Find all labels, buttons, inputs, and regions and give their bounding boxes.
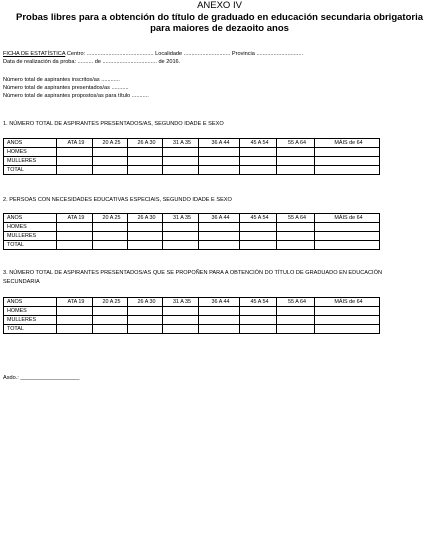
table-cell bbox=[315, 157, 380, 166]
table-cell bbox=[277, 316, 315, 325]
section-1-title: 1. NÚMERO TOTAL DE ASPIRANTES PRESENTADOS/AS, SEGUNDO IDADE E SEXO bbox=[3, 121, 224, 127]
column-header: ATA 19 bbox=[57, 214, 93, 223]
column-header: 45 A 54 bbox=[240, 214, 277, 223]
column-header: 20 A 25 bbox=[93, 298, 128, 307]
date-line: Data de realización da proba: .......... de ................................... de 2016. bbox=[3, 59, 181, 65]
column-header: 26 A 30 bbox=[128, 298, 163, 307]
row-label: MULLERES bbox=[4, 232, 57, 241]
column-header: ATA 19 bbox=[57, 139, 93, 148]
row-label: TOTAL bbox=[4, 241, 57, 250]
table-cell bbox=[240, 325, 277, 334]
row-label: MULLERES bbox=[4, 316, 57, 325]
table-cell bbox=[199, 241, 240, 250]
table-cell bbox=[93, 148, 128, 157]
table-cell bbox=[240, 148, 277, 157]
column-header: ANOS bbox=[4, 214, 57, 223]
column-header: 31 A 35 bbox=[163, 139, 199, 148]
column-header: ATA 19 bbox=[57, 298, 93, 307]
table-proposed bbox=[3, 297, 380, 334]
column-header: 31 A 35 bbox=[163, 298, 199, 307]
table-cell bbox=[128, 157, 163, 166]
table-cell bbox=[93, 325, 128, 334]
table-cell bbox=[277, 157, 315, 166]
table-cell bbox=[93, 157, 128, 166]
column-header: 55 A 64 bbox=[277, 139, 315, 148]
table-cell bbox=[315, 316, 380, 325]
table-cell bbox=[315, 232, 380, 241]
table-special-needs bbox=[3, 213, 380, 250]
table-cell bbox=[277, 223, 315, 232]
table-cell bbox=[57, 223, 93, 232]
table-cell bbox=[277, 325, 315, 334]
table-cell bbox=[93, 223, 128, 232]
row-label: HOMES bbox=[4, 307, 57, 316]
table-cell bbox=[240, 241, 277, 250]
table-cell bbox=[57, 166, 93, 175]
table-cell bbox=[163, 241, 199, 250]
section-3-title-cont: SECUNDARIA bbox=[3, 279, 40, 285]
table-cell bbox=[128, 307, 163, 316]
table-cell bbox=[315, 241, 380, 250]
row-label: MULLERES bbox=[4, 157, 57, 166]
table-cell bbox=[240, 223, 277, 232]
table-cell bbox=[93, 166, 128, 175]
table-cell bbox=[93, 307, 128, 316]
table-cell bbox=[93, 316, 128, 325]
table-cell bbox=[199, 307, 240, 316]
table-cell bbox=[57, 157, 93, 166]
document-title: Probas libres para a obtención do título de graduado en educación secundaria obrigatoria bbox=[16, 12, 423, 23]
table-cell bbox=[57, 148, 93, 157]
table-cell bbox=[277, 307, 315, 316]
proposed-line: Número total de aspirantes propostos/as para título ........... bbox=[3, 93, 149, 99]
column-header: 36 A 44 bbox=[199, 214, 240, 223]
section-2-title: 2. PERSOAS CON NECESIDADES EDUCATIVAS ESPECIAIS, SEGUNDO IDADE E SEXO bbox=[3, 197, 232, 203]
table-cell bbox=[240, 166, 277, 175]
table-cell bbox=[240, 307, 277, 316]
table-cell bbox=[57, 316, 93, 325]
table-cell bbox=[199, 148, 240, 157]
ficha-label: FICHA DE ESTATÍSTICA bbox=[3, 51, 66, 57]
table-cell bbox=[240, 232, 277, 241]
column-header: 45 A 54 bbox=[240, 139, 277, 148]
table-cell bbox=[277, 148, 315, 157]
column-header: ANOS bbox=[4, 139, 57, 148]
row-label: HOMES bbox=[4, 223, 57, 232]
presented-line: Número total de aspirantes presentados/as ........... bbox=[3, 85, 129, 91]
column-header: ANOS bbox=[4, 298, 57, 307]
inscribed-line: Número total de aspirantes inscritos/as ............ bbox=[3, 77, 120, 83]
column-header: MÁIS de 64 bbox=[315, 298, 380, 307]
table-cell bbox=[163, 223, 199, 232]
row-label: TOTAL bbox=[4, 325, 57, 334]
ficha-line bbox=[3, 51, 303, 58]
column-header: 26 A 30 bbox=[128, 139, 163, 148]
column-header: MÁIS de 64 bbox=[315, 139, 380, 148]
column-header: MÁIS de 64 bbox=[315, 214, 380, 223]
table-cell bbox=[199, 157, 240, 166]
table-cell bbox=[277, 241, 315, 250]
column-header: 26 A 30 bbox=[128, 214, 163, 223]
table-cell bbox=[277, 166, 315, 175]
row-label: HOMES bbox=[4, 148, 57, 157]
column-header: 45 A 54 bbox=[240, 298, 277, 307]
column-header: 55 A 64 bbox=[277, 298, 315, 307]
table-cell bbox=[315, 148, 380, 157]
table-cell bbox=[57, 232, 93, 241]
table-cell bbox=[199, 166, 240, 175]
document-subtitle: para maiores de dezaoito anos bbox=[150, 23, 289, 34]
table-cell bbox=[315, 166, 380, 175]
table-cell bbox=[128, 148, 163, 157]
column-header: 55 A 64 bbox=[277, 214, 315, 223]
table-cell bbox=[128, 223, 163, 232]
table-cell bbox=[163, 316, 199, 325]
table-cell bbox=[199, 223, 240, 232]
ficha-fields: Centro: ........................................... Localidade .............................. Provincia .............................. bbox=[65, 51, 304, 57]
table-cell bbox=[128, 316, 163, 325]
signature-line: Asdo.: ___________________ bbox=[3, 375, 80, 381]
table-cell bbox=[163, 307, 199, 316]
table-cell bbox=[163, 166, 199, 175]
table-cell bbox=[240, 157, 277, 166]
annex-label: ANEXO IV bbox=[197, 0, 242, 11]
column-header: 20 A 25 bbox=[93, 139, 128, 148]
table-cell bbox=[163, 157, 199, 166]
table-cell bbox=[315, 223, 380, 232]
table-cell bbox=[57, 241, 93, 250]
table-cell bbox=[128, 166, 163, 175]
table-cell bbox=[240, 316, 277, 325]
table-cell bbox=[93, 232, 128, 241]
table-cell bbox=[57, 307, 93, 316]
column-header: 36 A 44 bbox=[199, 139, 240, 148]
table-presented bbox=[3, 138, 380, 175]
table-cell bbox=[128, 325, 163, 334]
table-cell bbox=[199, 316, 240, 325]
section-3-title: 3. NÚMERO TOTAL DE ASPIRANTES PRESENTADOS/AS QUE SE PROPOÑEN PARA A OBTENCIÓN DO TÍTULO DE GRADUADO EN EDUCACIÓN bbox=[3, 270, 382, 276]
table-cell bbox=[163, 325, 199, 334]
table-cell bbox=[163, 148, 199, 157]
table-cell bbox=[128, 232, 163, 241]
table-cell bbox=[315, 325, 380, 334]
table-cell bbox=[199, 232, 240, 241]
table-cell bbox=[57, 325, 93, 334]
table-cell bbox=[163, 232, 199, 241]
table-cell bbox=[315, 307, 380, 316]
table-cell bbox=[93, 241, 128, 250]
table-cell bbox=[128, 241, 163, 250]
row-label: TOTAL bbox=[4, 166, 57, 175]
column-header: 36 A 44 bbox=[199, 298, 240, 307]
table-cell bbox=[277, 232, 315, 241]
table-cell bbox=[199, 325, 240, 334]
column-header: 31 A 35 bbox=[163, 214, 199, 223]
column-header: 20 A 25 bbox=[93, 214, 128, 223]
